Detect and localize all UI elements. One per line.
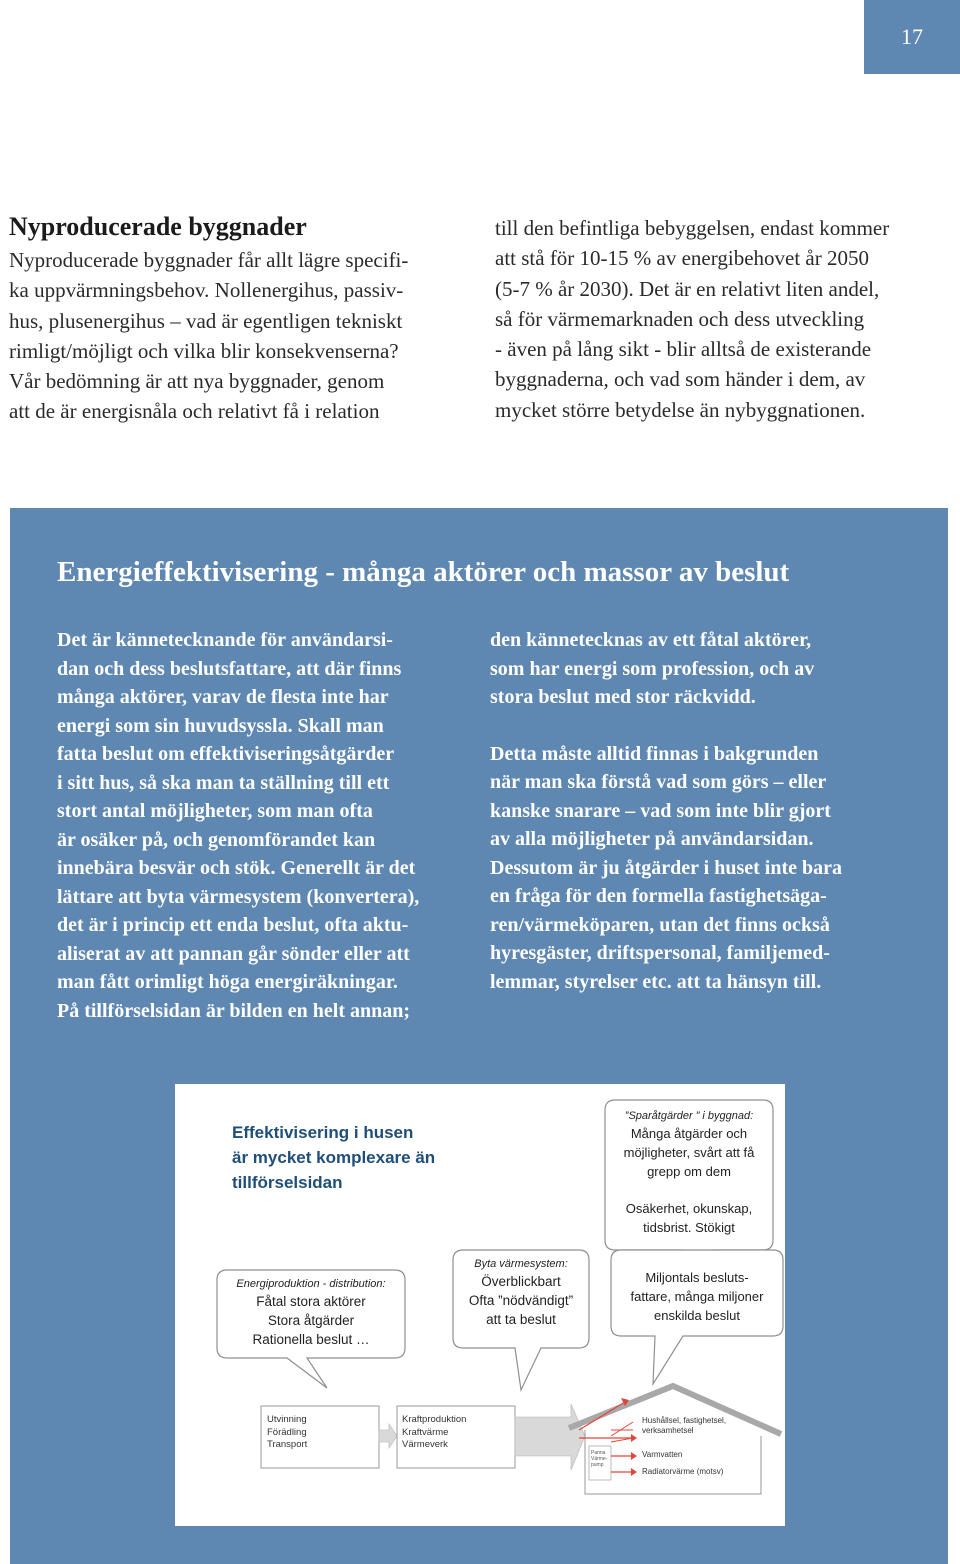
text-line: aliserat av att pannan går sönder eller att xyxy=(57,942,410,965)
house-outline xyxy=(585,1430,761,1494)
text-line: till den befintliga bebyggelsen, endast kommer xyxy=(495,216,890,240)
arrow-1 xyxy=(379,1424,397,1448)
box-line: Utvinning xyxy=(267,1414,307,1425)
text-line: ren/värmeköparen, utan det finns också xyxy=(490,913,830,936)
text-line: mycket större betydelse än nybyggnationen. xyxy=(495,397,866,422)
bubble-top-right-text xyxy=(605,1108,773,1237)
diagram-title-line: tillförselsidan xyxy=(232,1173,343,1192)
bubble-line: Rationella beslut … xyxy=(252,1332,370,1347)
text-line: det är i princip ett enda beslut, ofta aktu- xyxy=(57,914,409,936)
red-arrow-head xyxy=(631,1468,637,1476)
text-line: stort antal möjligheter, som man ofta xyxy=(57,800,373,822)
bubble-right-text xyxy=(611,1268,783,1325)
text-line: som har energi som profession, och av xyxy=(490,657,815,680)
bubble-line: Stora åtgärder xyxy=(267,1313,355,1328)
house-line: verksamhetsel xyxy=(642,1426,694,1435)
info-panel xyxy=(10,508,948,1564)
bubble-line: fattare, många miljoner xyxy=(630,1289,764,1304)
bubble-line: möjligheter, svårt att få xyxy=(623,1145,755,1160)
text-line: lemmar, styrelser etc. att ta hänsyn till. xyxy=(490,970,822,993)
box-line: Kraftproduktion xyxy=(402,1414,467,1425)
text-line: På tillförselsidan är bilden en helt annan; xyxy=(57,999,411,1022)
text-line: ka uppvärmningsbehov. Nollenergihus, passiv- xyxy=(9,278,404,303)
text-line: så för värmemarknaden och dess utveckling xyxy=(495,306,865,331)
diagram-title xyxy=(232,1120,435,1195)
heat-unit-label xyxy=(591,1450,607,1468)
box-power-label xyxy=(402,1414,466,1452)
bubble-line: Många åtgärder och xyxy=(630,1126,748,1141)
diagram-title-line: Effektivisering i husen xyxy=(232,1123,414,1142)
bubble-line: Ofta ”nödvändigt” xyxy=(468,1293,574,1308)
bubble-line: Miljontals besluts- xyxy=(645,1270,749,1285)
heat-unit-line: pump xyxy=(591,1462,604,1468)
text-line: kanske snarare – vad som inte blir gjort xyxy=(490,799,831,822)
box-line: Transport xyxy=(267,1439,308,1450)
red-arrow-line xyxy=(611,1422,633,1436)
text-line: innebära besvär och stök. Generellt är det xyxy=(57,857,416,879)
diagram-title-line: är mycket komplexare än xyxy=(232,1148,436,1167)
text-line: Nyproducerade byggnader får allt lägre specifi- xyxy=(9,248,409,272)
text-line: är osäker på, och genomförandet kan xyxy=(57,828,376,851)
bubble-line: Fåtal stora aktörer xyxy=(256,1294,366,1309)
text-line: Dessutom är ju åtgärder i huset inte bara xyxy=(490,856,843,879)
text-line: när man ska förstå vad som görs – eller xyxy=(490,771,827,793)
text-line: rimligt/möjligt och vilka blir konsekvenserna? xyxy=(9,338,399,363)
text-line: energi som sin huvudsyssla. Skall man xyxy=(57,714,384,737)
red-arrow-line xyxy=(579,1402,625,1430)
text-line: byggnaderna, och vad som händer i dem, av xyxy=(495,367,866,392)
text-line: (5-7 % år 2030). Det är en relativt liten andel, xyxy=(495,276,880,301)
house-line: Varmvatten xyxy=(642,1450,683,1459)
bubble-line: Osäkerhet, okunskap, xyxy=(625,1201,753,1216)
bubble-heading: Byta värmesystem: xyxy=(474,1258,568,1270)
box-line: Kraftvärme xyxy=(402,1426,449,1438)
text-line: Detta måste alltid finnas i bakgrunden xyxy=(490,742,819,765)
text-line: hus, plusenergihus – vad är egentligen tekniskt xyxy=(9,308,403,333)
text-line: hyresgäster, driftspersonal, familjemed- xyxy=(490,942,830,964)
heat-unit-line: Panna xyxy=(591,1450,606,1456)
text-line: att de är energisnåla och relativt få i relation xyxy=(9,399,380,424)
bubble-left-text xyxy=(217,1276,405,1349)
text-line: många aktörer, varav de flesta inte har xyxy=(57,686,389,708)
panel-right-column xyxy=(490,626,910,996)
page-number: 17 xyxy=(864,0,960,74)
text-line: att stå för 10-15 % av energibehovet år 2050 xyxy=(495,246,869,271)
house-line: Radiatorvärme (motsv) xyxy=(642,1467,724,1476)
text-line: - även på lång sikt - blir alltså de existerande xyxy=(495,337,872,362)
panel-title: Energieffektivisering - många aktörer och massor av beslut xyxy=(57,556,790,588)
bubble-line: grepp om dem xyxy=(647,1164,731,1179)
bubble-middle-text xyxy=(453,1256,589,1329)
text-line: den kännetecknas av ett fåtal aktörer, xyxy=(490,629,812,651)
house-radiator-label xyxy=(642,1467,723,1477)
house-hotwater-label xyxy=(642,1450,682,1460)
text-line: fatta beslut om effektiviseringsåtgärder xyxy=(57,743,395,765)
text-line: dan och dess beslutsfattare, att där finns xyxy=(57,657,402,680)
house-line: Hushållsel, fastighetsel, xyxy=(642,1416,727,1425)
bubble-heading: Energiproduktion - distribution: xyxy=(236,1278,386,1290)
text-line: av alla möjligheter på användarsidan. xyxy=(490,828,814,850)
bubble-heading: ”Sparåtgärder ” i byggnad: xyxy=(624,1110,754,1122)
section-right-column xyxy=(495,213,955,425)
bubble-line: att ta beslut xyxy=(486,1312,556,1327)
red-arrow-head xyxy=(631,1452,637,1460)
text-line: i sitt hus, så ska man ta ställning till ett xyxy=(57,771,390,794)
text-line: lättare att byta värmesystem (konvertera), xyxy=(57,885,420,908)
text-line: en fråga för den formella fastighetsäga- xyxy=(490,885,827,907)
box-line: Värmeverk xyxy=(402,1439,448,1450)
box-extraction-label xyxy=(267,1414,307,1452)
panel-left-column xyxy=(57,626,467,1025)
section-left-column xyxy=(9,245,469,427)
bubble-line: tidsbrist. Stökigt xyxy=(643,1220,735,1235)
complexity-diagram xyxy=(175,1084,785,1526)
text-line: man fått orimligt höga energiräkningar. xyxy=(57,971,398,993)
text-line: Det är kännetecknande för användarsi- xyxy=(57,629,393,651)
section-title: Nyproducerade byggnader xyxy=(9,212,307,241)
heat-unit-line: Värme- xyxy=(591,1456,608,1462)
box-line: Förädling xyxy=(267,1426,307,1438)
arrow-distribution xyxy=(515,1404,585,1470)
house-electricity-label xyxy=(642,1416,726,1436)
bubble-line: Överblickbart xyxy=(481,1274,561,1289)
text-line: Vår bedömning är att nya byggnader, genom xyxy=(9,369,385,394)
text-line: stora beslut med stor räckvidd. xyxy=(490,686,756,708)
bubble-line: enskilda beslut xyxy=(654,1308,740,1323)
